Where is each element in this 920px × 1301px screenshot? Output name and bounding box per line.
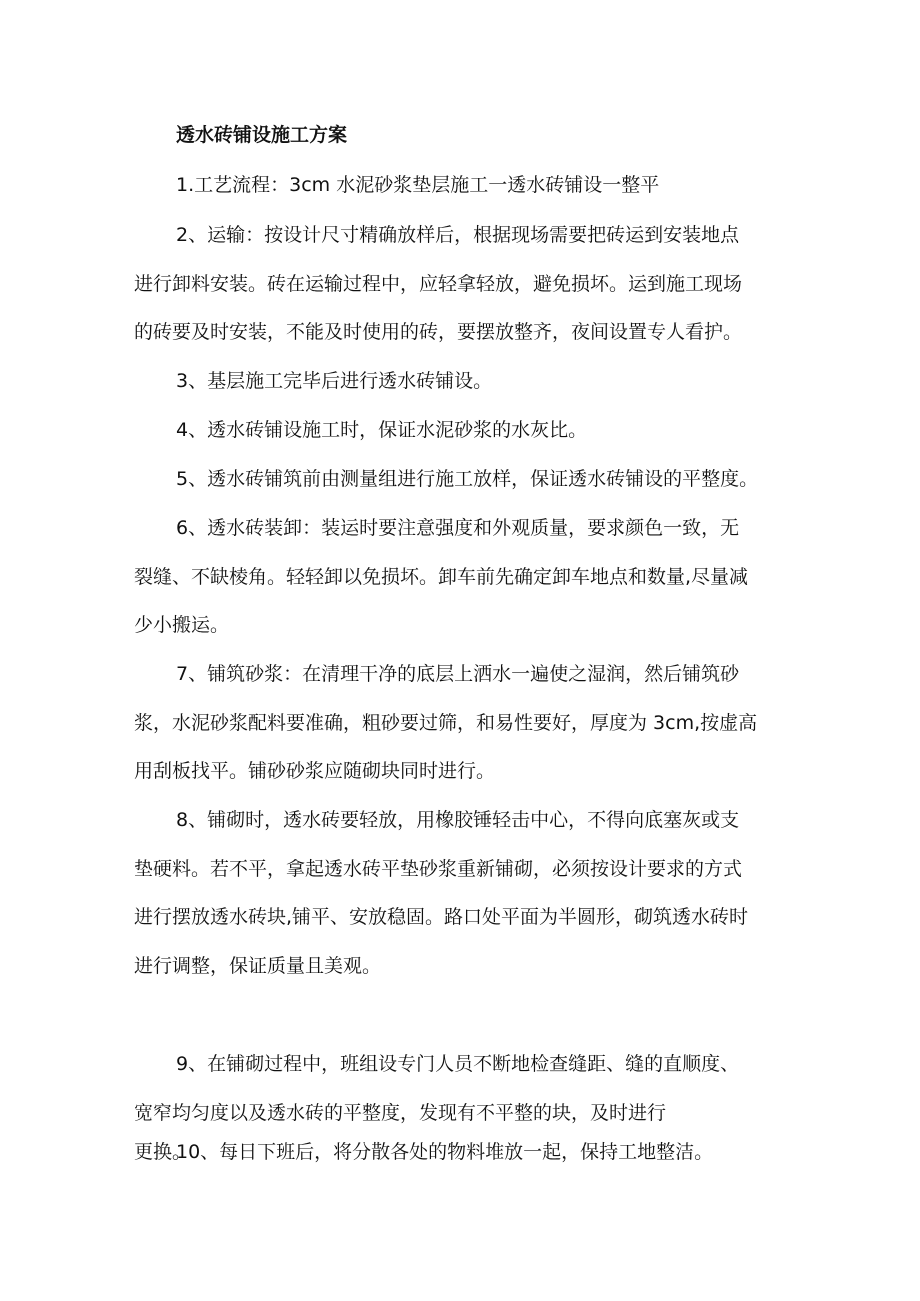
document-title: 透水砖铺设施工方案	[176, 124, 348, 146]
paragraph-line: 进行调整，保证质量且美观。	[134, 954, 382, 977]
paragraph-line: 更换。	[134, 1141, 192, 1163]
paragraph-line: 3、基层施工完毕后进行透水砖铺设。	[176, 370, 493, 392]
paragraph-line: 6、透水砖装卸：装运时要注意强度和外观质量，要求颜色一致，无	[176, 517, 740, 539]
paragraph-6	[134, 504, 794, 650]
paragraph-3	[134, 357, 794, 406]
paragraph-line: 4、透水砖铺设施工时，保证水泥砂浆的水灰比。	[176, 419, 588, 441]
paragraph-4	[134, 406, 794, 455]
paragraph-5	[134, 455, 794, 504]
paragraph-line: 少小搬运。	[134, 614, 230, 636]
paragraph-7	[134, 650, 794, 796]
paragraph-line: 7、铺筑砂浆：在清理干净的底层上洒水一遍使之湿润，然后铺筑砂	[176, 663, 740, 685]
paragraph-1	[134, 161, 794, 210]
paragraph-line: 9、在铺砌过程中，班组设专门人员不断地检查缝距、缝的直顺度、	[176, 1053, 740, 1075]
paragraph-line: 10、每日下班后，将分散各处的物料堆放一起，保持工地整洁。	[176, 1141, 714, 1163]
paragraph-line: 2、运输：按设计尺寸精确放样后，根据现场需要把砖运到安装地点	[176, 224, 740, 246]
paragraph-line: 的砖要及时安装，不能及时使用的砖，要摆放整齐，夜间设置专人看护。	[134, 321, 743, 343]
paragraph-line: 1.工艺流程：3cm 水泥砂浆垫层施工一透水砖铺设一整平	[176, 174, 660, 196]
paragraph-line: 8、铺砌时，透水砖要轻放，用橡胶锤轻击中心，不得向底塞灰或支	[176, 809, 740, 831]
paragraph-10	[134, 1128, 794, 1177]
paragraph-line: 垫硬料。若不平，拿起透水砖平垫砂浆重新铺砌，必须按设计要求的方式	[134, 857, 743, 880]
paragraph-line: 浆，水泥砂浆配料要准确，粗砂要过筛，和易性要好，厚度为 3cm,按虚高	[134, 711, 758, 734]
paragraph-line: 裂缝、不缺棱角。轻轻卸以免损坏。卸车前先确定卸车地点和数量,尽量减	[134, 565, 749, 588]
paragraph-2	[134, 211, 794, 357]
paragraph-line: 5、透水砖铺筑前由测量组进行施工放样，保证透水砖铺设的平整度。	[176, 468, 759, 490]
paragraph-8	[134, 796, 794, 990]
paragraph-line: 用刮板找平。铺砂砂浆应随砌块同时进行。	[134, 760, 496, 782]
paragraph-line: 进行卸料安装。砖在运输过程中，应轻拿轻放，避免损坏。运到施工现场	[134, 272, 743, 295]
paragraph-line: 进行摆放透水砖块,铺平、安放稳固。路口处平面为半圆形，砌筑透水砖时	[134, 906, 749, 928]
paragraph-line: 宽窄均匀度以及透水砖的平整度，发现有不平整的块，及时进行	[134, 1101, 667, 1124]
